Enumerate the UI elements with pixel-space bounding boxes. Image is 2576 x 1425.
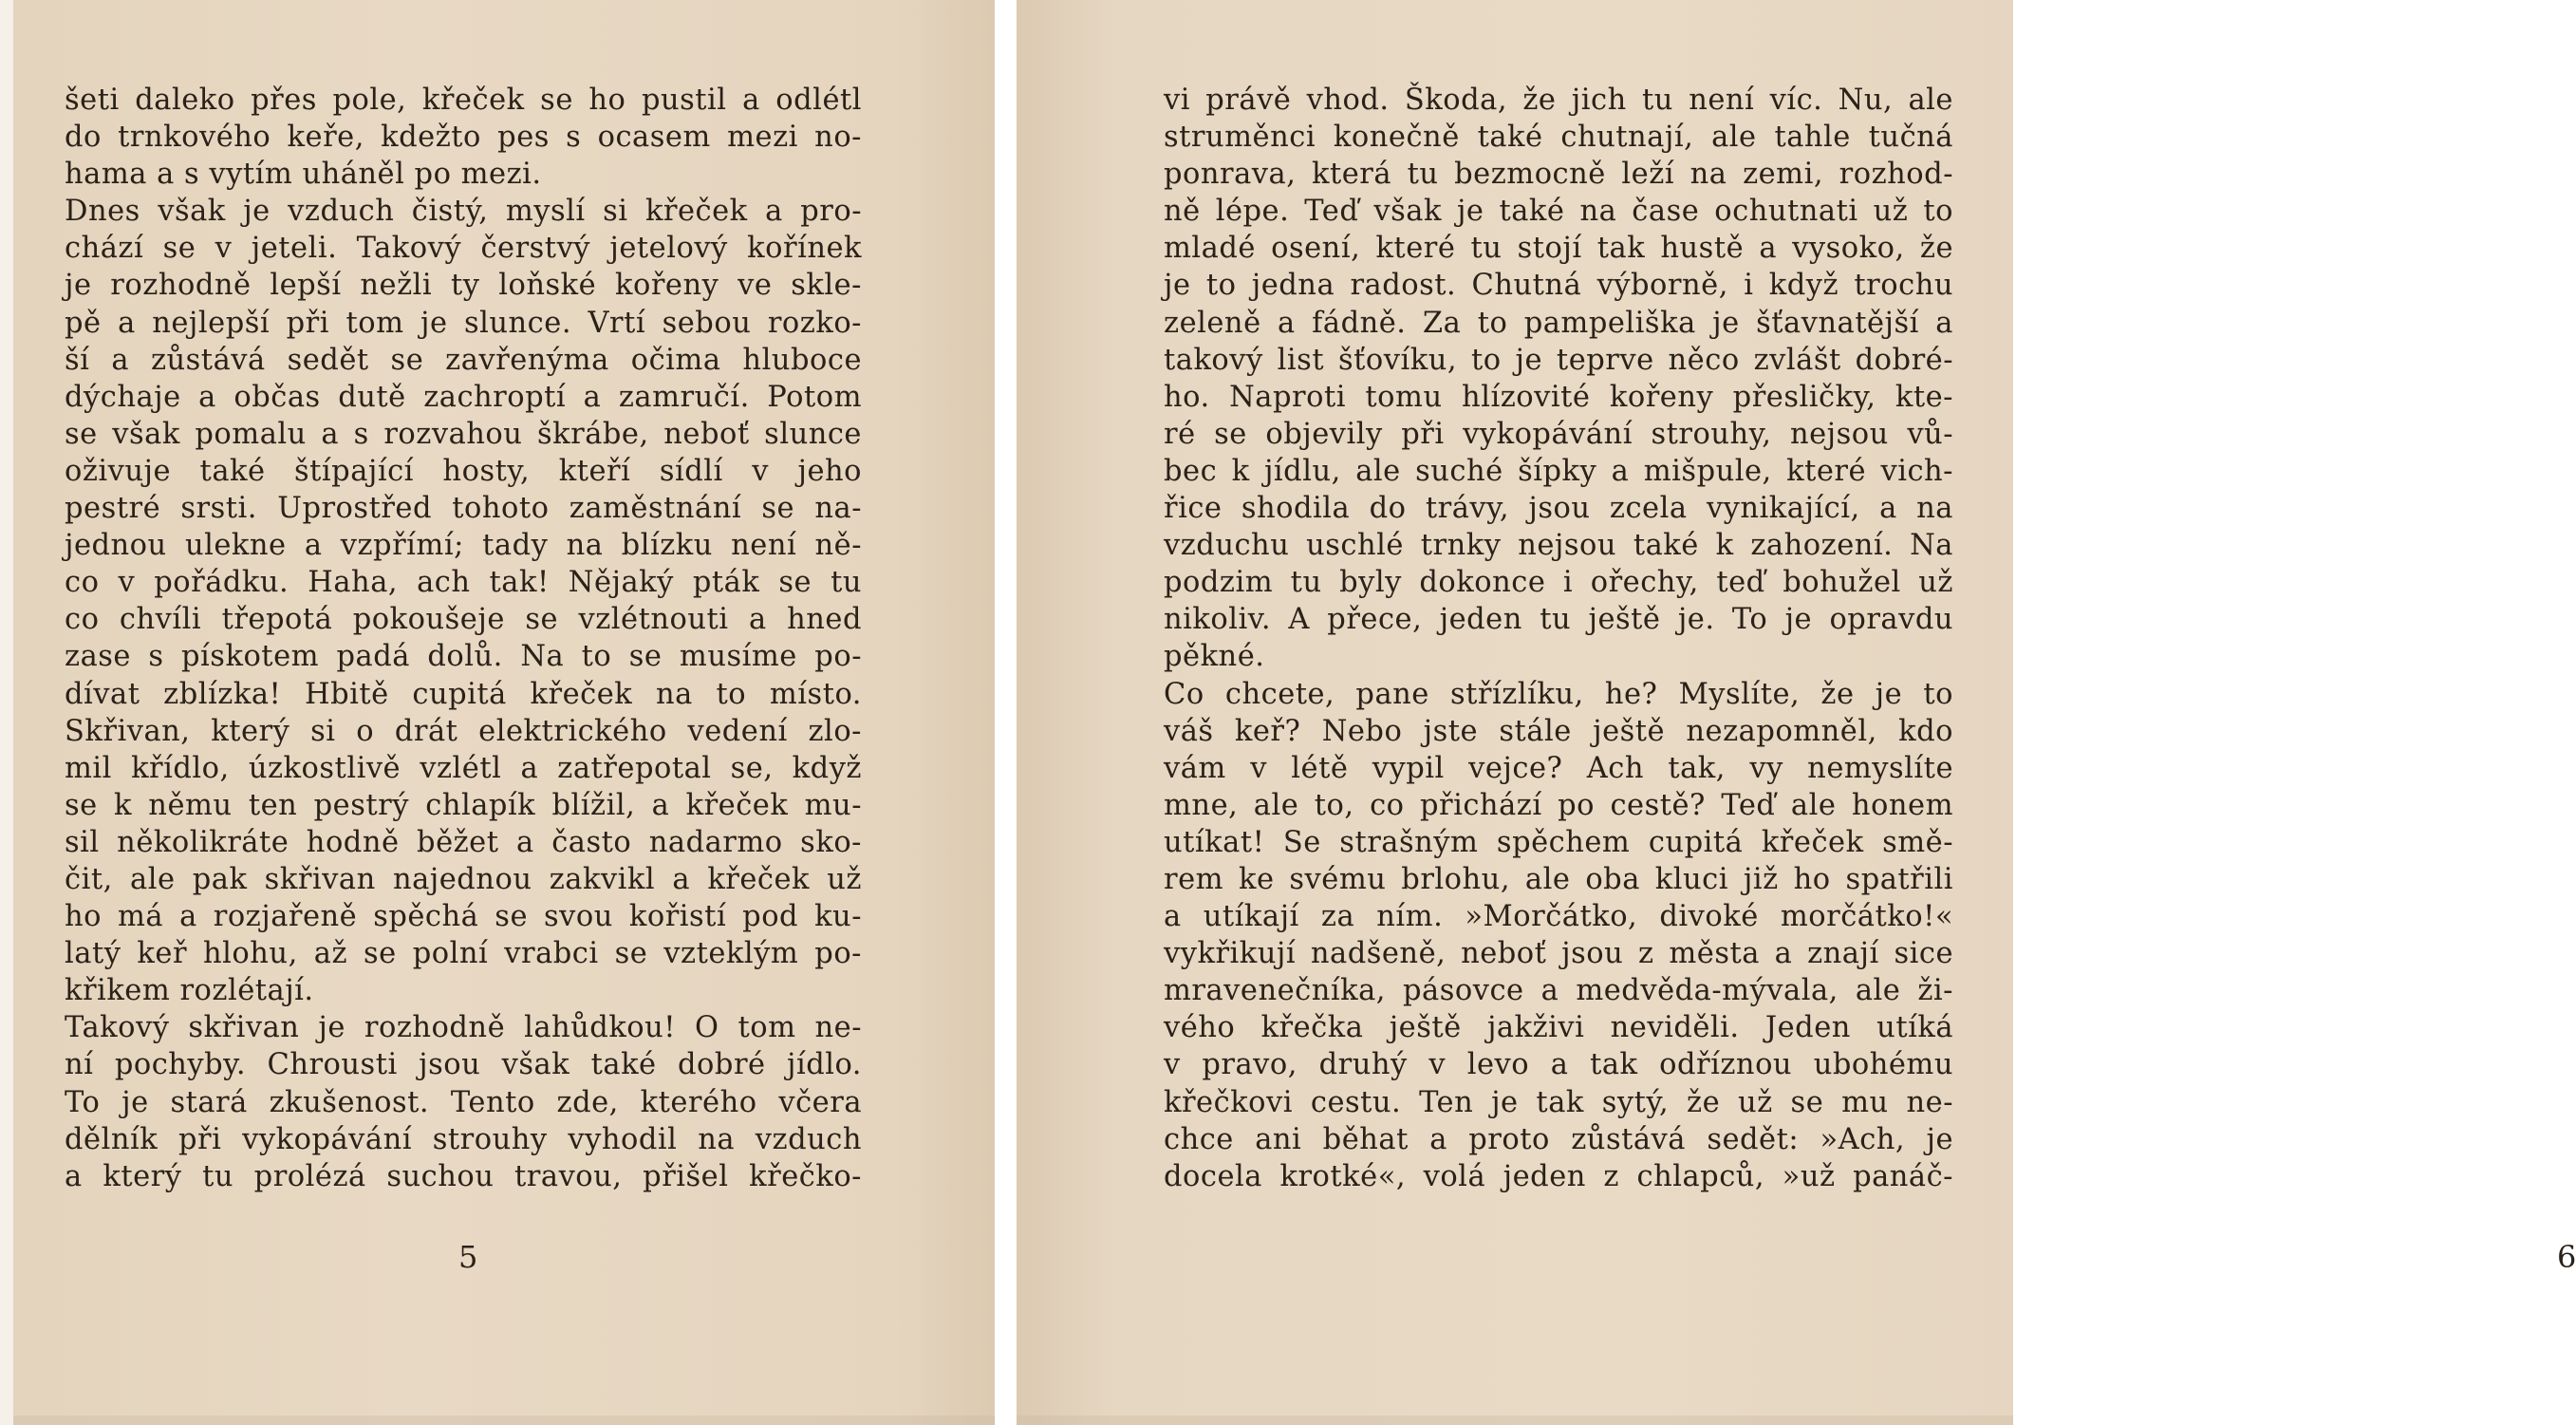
text-line: ho má a rozjařeně spěchá se svou kořistí pod ku- [65,900,862,934]
text-line: nikoliv. A přece, jeden tu ještě je. To je opravdu [1164,603,1953,637]
text-line: vi právě vhod. Škoda, že jich tu není víc. Nu, ale [1164,84,1953,117]
text-line: dělník při vykopávání strouhy vyhodil na vzduch [65,1122,862,1156]
text-line: dýchaje a občas dutě zachroptí a zamručí. Potom [65,380,862,414]
text-line: a který tu prolézá suchou travou, přišel křečko- [65,1159,862,1193]
text-line: docela krotké«, volá jeden z chlapců, »už panáč- [1164,1159,1953,1193]
text-line: pestré srsti. Uprostřed tohoto zaměstnání se na- [65,492,862,526]
text-line: To je stará zkušenost. Tento zde, kterého včera [65,1085,862,1119]
text-line: a utíkají za ním. »Morčátko, divoké morčátko!« [1164,900,1953,934]
text-line: oživuje také štípající hosty, kteří sídlí v jeho [65,454,862,488]
text-line: podzim tu byly dokonce i ořechy, teď bohužel už [1164,566,1953,600]
text-line: co chvíli třepotá pokoušeje se vzlétnouti a hned [65,603,862,637]
text-line: bec k jídlu, ale suché šípky a mišpule, které vich- [1164,454,1953,488]
text-line: se však pomalu a s rozvahou škrábe, neboť slunce [65,417,862,451]
text-line: vám v létě vypil vejce? Ach tak, vy nemyslíte [1164,751,1953,785]
text-line: mil křídlo, úzkostlivě vzlétl a zatřepotal se, když [65,751,862,785]
text-line: mladé osení, které tu stojí tak hustě a vysoko, že [1164,232,1953,266]
text-line: utíkat! Se strašným spěchem cupitá křeček smě- [1164,825,1953,859]
text-line: hama a s vytím uháněl po mezi. [65,158,542,192]
text-line: ně lépe. Teď však je také na čase ochutnati už to [1164,195,1953,229]
text-line: vzduchu uschlé trnky nejsou také k zahození. Na [1164,529,1953,563]
text-line: dívat zblízka! Hbitě cupitá křeček na to místo. [65,677,862,711]
text-line: zase s pískotem padá dolů. Na to se musíme po- [65,640,862,674]
text-line: mne, ale to, co přichází po cestě? Teď ale honem [1164,788,1953,822]
text-line: latý keř hlohu, až se polní vrabci se vzteklým po- [65,937,862,971]
text-line: křikem rozlétají. [65,974,314,1008]
page-edge [13,1416,995,1425]
text-line: chce ani běhat a proto zůstává sedět: »Ach, je [1164,1122,1953,1156]
text-line: Dnes však je vzduch čistý, myslí si křeček a pro- [65,195,862,229]
text-line: co v pořádku. Haha, ach tak! Nějaký pták se tu [65,566,862,600]
text-line: do trnkového keře, kdežto pes s ocasem mezi no- [65,121,862,155]
page-number: 5 [458,1239,478,1275]
text-line: čit, ale pak skřivan najednou zakvikl a křeček už [65,862,862,896]
text-line: řice shodila do trávy, jsou zcela vynikající, a na [1164,492,1953,526]
text-line: takový list šťovíku, to je teprve něco zvlášt dobré- [1164,343,1953,377]
text-line: je rozhodně lepší nežli ty loňské kořeny ve skle- [65,269,862,303]
text-line: ponrava, která tu bezmocně leží na zemi, rozhod- [1164,158,1953,192]
text-line: chází se v jeteli. Takový čerstvý jetelový kořínek [65,232,862,266]
text-line: pěkné. [1164,640,1265,674]
text-line: sil několikráte hodně běžet a často nadarmo sko- [65,825,862,859]
text-line: váš keř? Nebo jste stále ještě nezapomněl, kdo [1164,714,1953,748]
text-line: pě a nejlepší při tom je slunce. Vrtí sebou rozko- [65,306,862,340]
text-line: Takový skřivan je rozhodně lahůdkou! O tom ne- [65,1011,862,1045]
text-line: Skřivan, který si o drát elektrického vedení zlo- [65,714,862,748]
text-line: ší a zůstává sedět se zavřenýma očima hluboce [65,343,862,377]
text-line: je to jedna radost. Chutná výborně, i když trochu [1164,269,1953,303]
text-line: struměnci konečně také chutnají, ale tahle tučná [1164,121,1953,155]
text-line: se k němu ten pestrý chlapík blížil, a křeček mu- [65,788,862,822]
page-number: 6 [2557,1239,2576,1275]
right-page-text [1164,82,1953,1195]
text-line: ho. Naproti tomu hlízovité kořeny přesličky, kte- [1164,380,1953,414]
left-page-text [65,82,862,1195]
text-line: šeti daleko přes pole, křeček se ho pustil a odlétl [65,84,862,117]
page-edge [1017,1416,2013,1425]
text-line: v pravo, druhý v levo a tak odříznou ubohému [1164,1048,1953,1082]
text-line: rem ke svému brlohu, ale oba kluci již ho spatřili [1164,862,1953,896]
left-page [13,0,995,1425]
text-line: Co chcete, pane střízlíku, he? Myslíte, že je to [1164,677,1953,711]
text-line: vykřikují nadšeně, neboť jsou z města a znají sice [1164,937,1953,971]
text-line: zeleně a fádně. Za to pampeliška je šťavnatější a [1164,306,1953,340]
text-line: ré se objevily při vykopávání strouhy, nejsou vů- [1164,417,1953,451]
right-page [1017,0,2576,1425]
text-line: ní pochyby. Chrousti jsou však také dobré jídlo. [65,1048,862,1082]
text-line: křečkovi cestu. Ten je tak sytý, že už se mu ne- [1164,1085,1953,1119]
text-line: jednou ulekne a vzpřímí; tady na blízku není ně- [65,529,862,563]
text-line: mravenečníka, pásovce a medvěda-mývala, ale ži- [1164,974,1953,1008]
text-line: vého křečka ještě jakživi neviděli. Jeden utíká [1164,1011,1953,1045]
book-gutter [995,0,1017,1425]
